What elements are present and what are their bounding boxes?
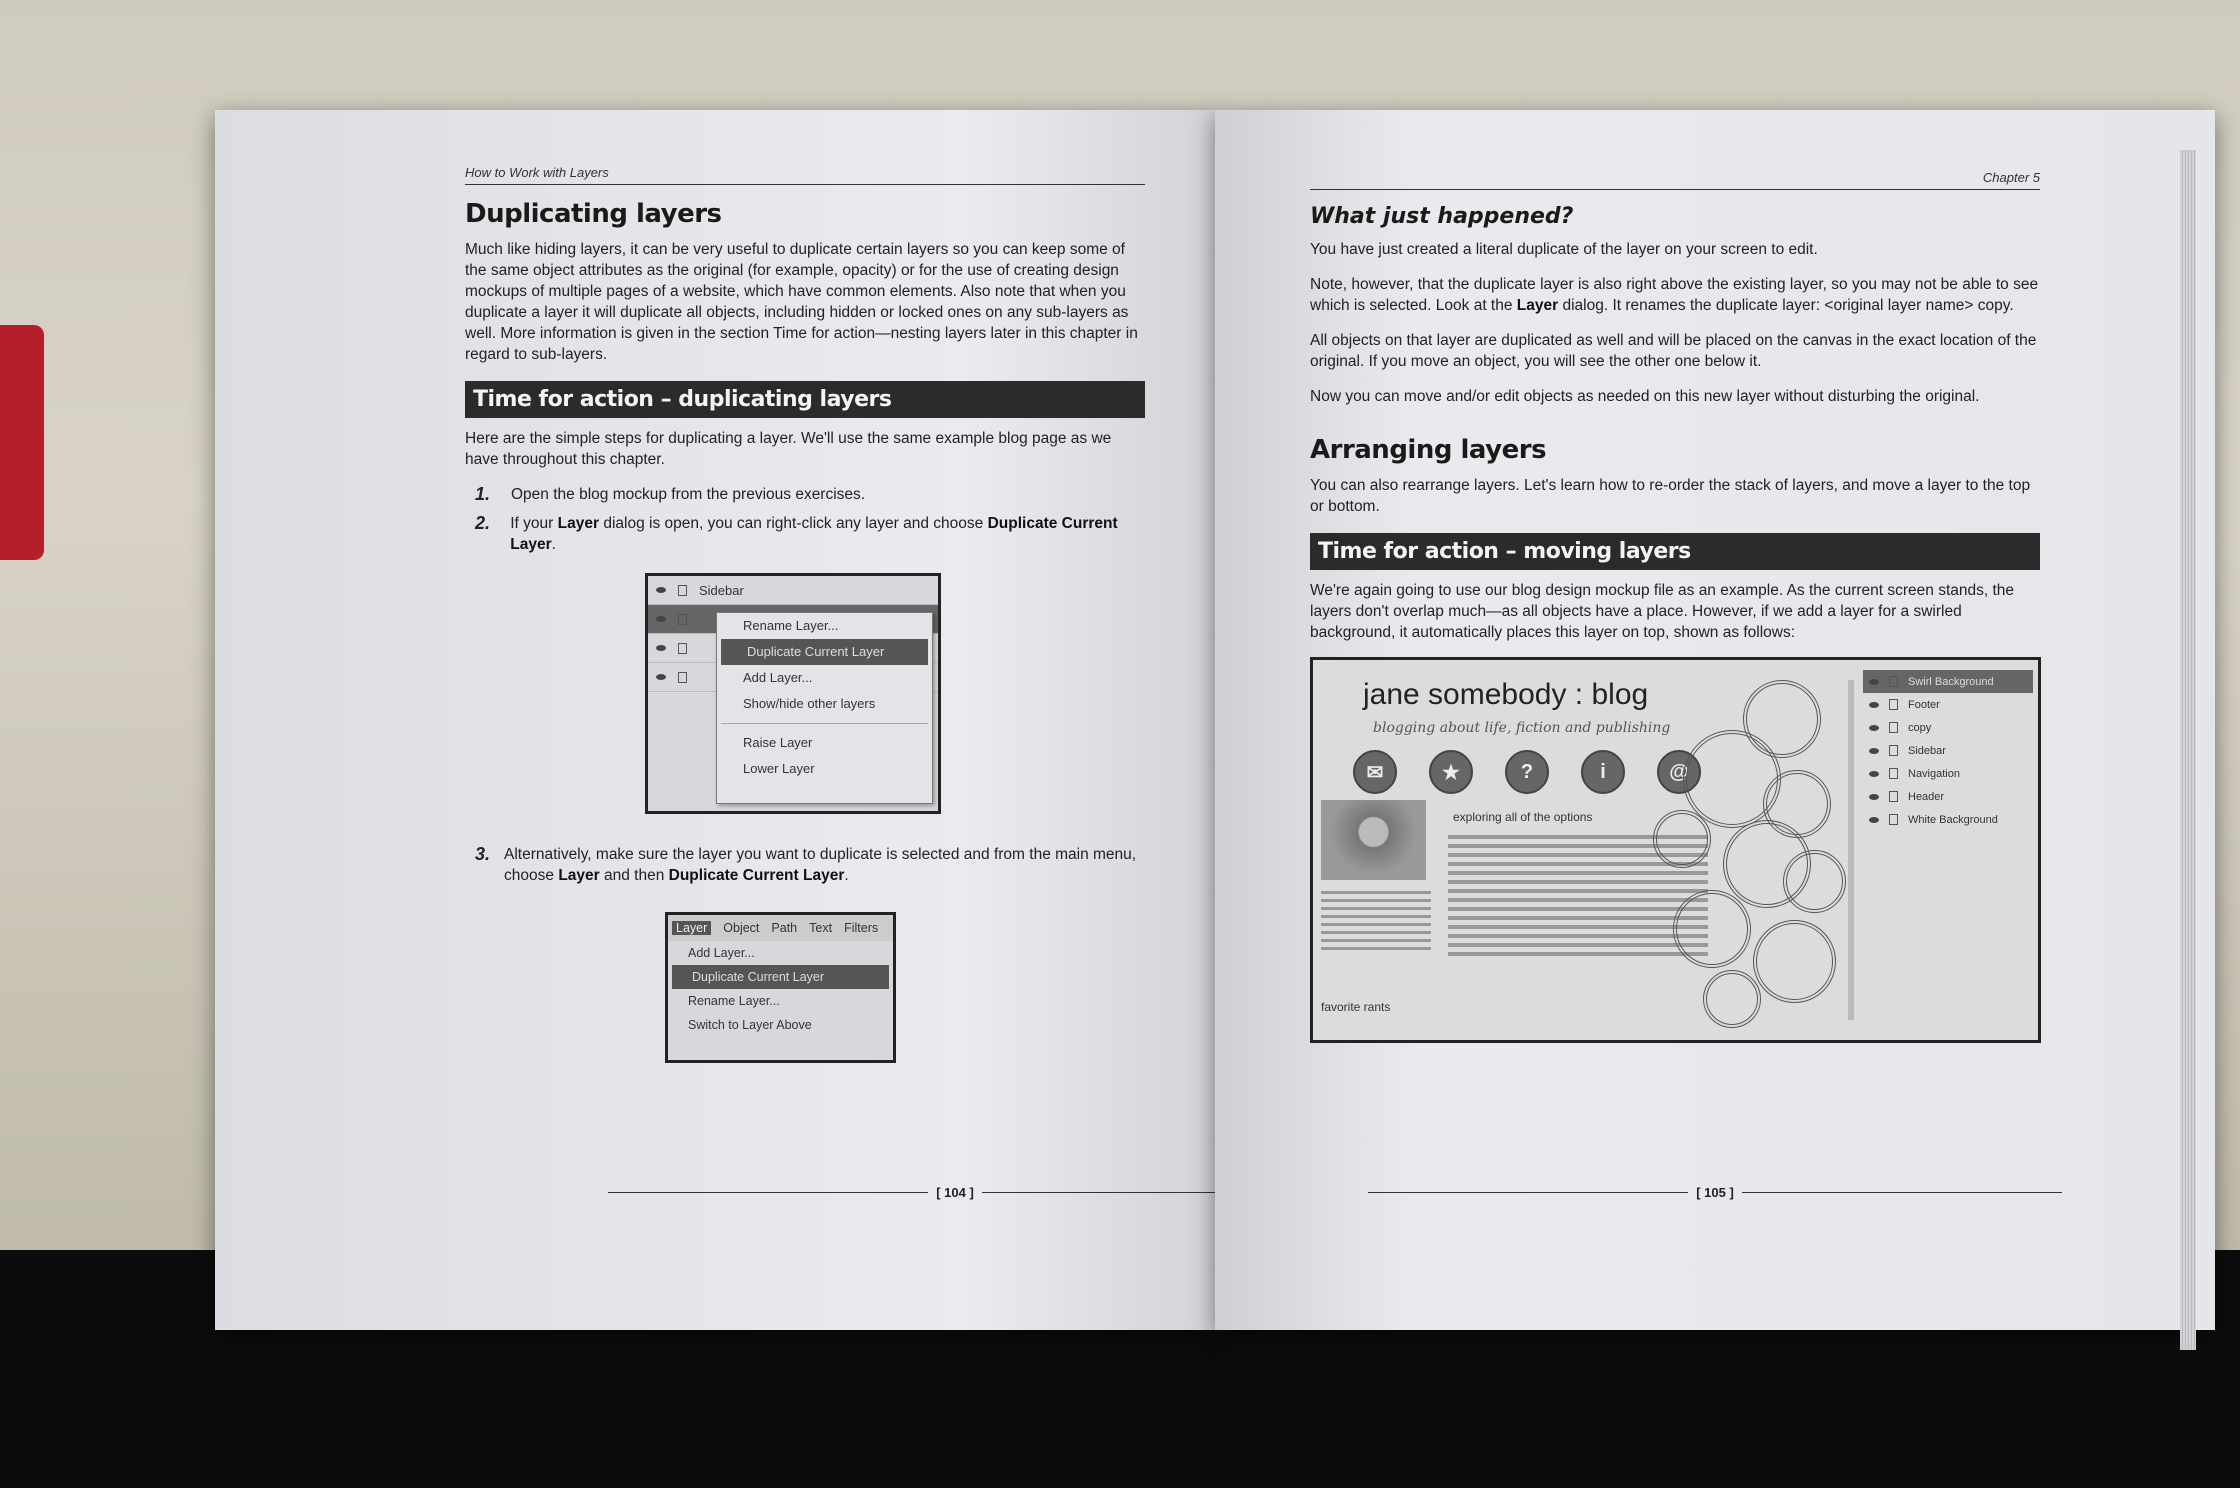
book-page-edges (2180, 150, 2196, 1350)
eye-icon (656, 616, 666, 622)
eye-icon (1869, 794, 1879, 800)
right-page-content (1310, 170, 2040, 1043)
folio-rule (982, 1192, 1215, 1194)
blog-mockup-screenshot (1310, 657, 2041, 1043)
layer-name: Sidebar (699, 582, 744, 598)
eye-icon (656, 674, 666, 680)
mockup-post-heading: exploring all of the options (1453, 810, 1593, 824)
lock-icon (678, 614, 687, 625)
layer-row (648, 576, 938, 605)
info-icon: i (1581, 750, 1625, 794)
lock-icon (1889, 722, 1898, 733)
layer-row (1863, 762, 2033, 785)
left-running-head (465, 165, 1145, 185)
layer-row (1863, 670, 2033, 693)
page-number: [ 104 ] (936, 1185, 974, 1200)
step-bold-b: Duplicate Current Layer (510, 515, 1118, 553)
lock-icon (1889, 699, 1898, 710)
menu-switch-layer-above[interactable]: Switch to Layer Above (688, 1018, 812, 1032)
mail-icon: ✉ (1353, 750, 1397, 794)
paragraph: You have just created a literal duplicate of the layer on your screen to edit. (1310, 241, 1818, 258)
step-text (504, 844, 1145, 886)
menu-lower-layer[interactable]: Lower Layer (743, 761, 815, 776)
step-1 (475, 484, 1145, 505)
step-2 (475, 513, 1145, 555)
right-page (1215, 110, 2215, 1330)
step-text (510, 513, 1145, 555)
intro-paragraph: Much like hiding layers, it can be very useful to duplicate certain layers so you can keep some of the same object attributes as the original (for example, opacity) or for the use of creating design mockups of multiple pages of a website, which have common elements. Also note that when you duplicate a layer it will duplicate all objects, including hidden or locked ones on any sub-layers as well. More information is given in the section Time for action—nesting layers later in this chapter in regard to sub-layers. (465, 241, 1138, 363)
note-text-b: dialog. It renames the duplicate layer: <original layer name> copy. (1558, 297, 2014, 314)
running-head-text: Chapter 5 (1982, 170, 2040, 185)
note-paragraph (1310, 274, 2040, 316)
right-running-head (1310, 170, 2040, 190)
menu-duplicate-layer[interactable]: Duplicate Current Layer (672, 965, 889, 989)
step-number: 1. (475, 484, 491, 504)
mockup-favorite-rants: favorite rants (1321, 1000, 1391, 1014)
note-text-a: Note, however, that the duplicate layer is also right above the existing layer, so you may not be able to see which is selected. Look at the (1310, 276, 2039, 314)
menubar-layer[interactable]: Layer (672, 921, 711, 935)
eye-icon (1869, 771, 1879, 777)
step-bold-a: Layer (557, 515, 600, 532)
step-text-a: If your (510, 515, 558, 532)
layer-row (1863, 716, 2033, 739)
lock-icon (1889, 814, 1898, 825)
menubar-filters[interactable]: Filters (844, 921, 879, 935)
menu-duplicate-layer[interactable]: Duplicate Current Layer (721, 639, 928, 665)
what-just-happened-heading: What just happened? (1310, 204, 1574, 229)
menu-add-layer[interactable]: Add Layer... (688, 946, 755, 960)
lock-icon (678, 643, 687, 654)
right-folio (1215, 1185, 2215, 1200)
menubar (668, 915, 893, 941)
menu-rename-layer[interactable]: Rename Layer... (743, 618, 839, 633)
left-folio (215, 1185, 1215, 1200)
running-head-text: How to Work with Layers (465, 165, 609, 180)
mockup-title: jane somebody : blog (1363, 678, 1649, 711)
context-menu (716, 612, 933, 804)
step-number: 2. (475, 513, 491, 533)
red-object (0, 325, 44, 560)
mockup-tagline: blogging about life, fiction and publishing (1373, 720, 1671, 736)
mockup-layers-panel (1863, 670, 2033, 831)
tfa-banner: Time for action – duplicating layers (465, 381, 1145, 418)
tfa-intro: Here are the simple steps for duplicating a layer. We'll use the same example blog page as we have throughout this chapter. (465, 430, 1112, 468)
step-bold-b: Duplicate Current Layer (668, 867, 845, 884)
note-bold: Layer (1516, 297, 1559, 314)
step-text-b: dialog is open, you can right-click any layer and choose (599, 515, 988, 532)
menubar-path[interactable]: Path (771, 921, 798, 935)
step-text-c: . (551, 536, 556, 553)
step-bold-a: Layer (558, 867, 600, 884)
menu-rename-layer[interactable]: Rename Layer... (688, 994, 780, 1008)
eye-icon (1869, 702, 1879, 708)
eye-icon (1869, 748, 1879, 754)
menu-separator (721, 723, 928, 724)
eye-icon (1869, 725, 1879, 731)
paragraph: All objects on that layer are duplicated as well and will be placed on the canvas in the exact location of the original. If you move an object, you will see the other one below it. (1310, 332, 2037, 370)
lock-icon (678, 672, 687, 683)
help-icon: ? (1505, 750, 1549, 794)
at-icon: @ (1657, 750, 1701, 794)
step-text-c: . (844, 867, 849, 884)
menu-add-layer[interactable]: Add Layer... (743, 670, 813, 685)
step-3 (475, 844, 1145, 886)
tfa-intro: We're again going to use our blog design mockup file as an example. As the current screen stands, the layers don't overlap much—as all objects have a place. However, if we add a layer for a swirled background, it automatically places this layer on top, shown as follows: (1310, 582, 2015, 641)
lock-icon (678, 585, 687, 596)
lock-icon (1889, 768, 1898, 779)
step-text: Open the blog mockup from the previous exercises. (511, 486, 866, 503)
swirl-background (1643, 670, 1843, 1030)
lock-icon (1889, 791, 1898, 802)
layer-row (1863, 785, 2033, 808)
folio-rule (608, 1192, 928, 1194)
folio-rule (1742, 1192, 2062, 1194)
step-text-a: Alternatively, make sure the layer you want to duplicate is selected and from the main menu, choose (504, 846, 1137, 884)
menu-raise-layer[interactable]: Raise Layer (743, 735, 813, 750)
layers-dialog-screenshot (645, 573, 941, 814)
paragraph: Now you can move and/or edit objects as needed on this new layer without disturbing the original. (1310, 388, 1980, 405)
arranging-heading: Arranging layers (1310, 435, 1547, 465)
layer-name: Sidebar (1908, 744, 1946, 757)
star-icon: ★ (1429, 750, 1473, 794)
mockup-sidebar-text (1321, 886, 1431, 955)
lock-icon (1889, 745, 1898, 756)
eye-icon (656, 645, 666, 651)
folio-rule (1368, 1192, 1688, 1194)
left-page (215, 110, 1215, 1330)
tfa-banner: Time for action – moving layers (1310, 533, 2040, 570)
layer-name: Header (1908, 790, 1945, 803)
layer-name: Footer (1908, 698, 1940, 711)
layer-name: White Background (1908, 813, 1998, 826)
layer-name: Navigation (1908, 767, 1960, 780)
menubar-object[interactable]: Object (723, 921, 760, 935)
lock-icon (1889, 676, 1898, 687)
layer-name: copy (1908, 721, 1932, 734)
mockup-scrollbar (1848, 680, 1854, 1020)
mockup-photo (1321, 800, 1426, 880)
layer-row (1863, 739, 2033, 762)
left-page-content (465, 165, 1145, 1063)
step-text-b: and then (599, 867, 669, 884)
section-heading: Duplicating layers (465, 199, 722, 229)
eye-icon (1869, 817, 1879, 823)
layer-row (1863, 808, 2033, 831)
arrange-paragraph: You can also rearrange layers. Let's learn how to re-order the stack of layers, and move a layer to the top or bottom. (1310, 477, 2031, 515)
layer-name: Swirl Background (1908, 675, 1994, 688)
step-number: 3. (475, 844, 491, 864)
menubar-text[interactable]: Text (809, 921, 833, 935)
menu-show-hide-layers[interactable]: Show/hide other layers (743, 696, 876, 711)
page-number: [ 105 ] (1696, 1185, 1734, 1200)
layer-menu-screenshot (665, 912, 896, 1063)
eye-icon (1869, 679, 1879, 685)
layer-row (1863, 693, 2033, 716)
eye-icon (656, 587, 666, 593)
